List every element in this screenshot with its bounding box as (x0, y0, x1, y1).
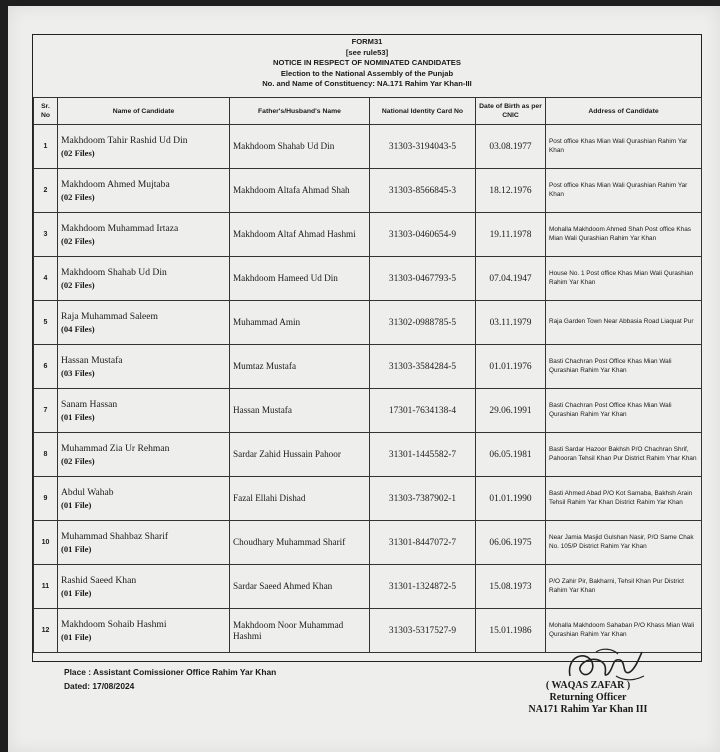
cell-dob: 15.01.1986 (476, 609, 546, 653)
cell-candidate-name (58, 301, 230, 345)
table-row (34, 257, 702, 301)
col-header-address: Address of Candidate (546, 98, 702, 125)
form-rule: [see rule53] (345, 47, 389, 57)
cell-dob: 06.06.1975 (476, 521, 546, 565)
cell-dob: 01.01.1976 (476, 345, 546, 389)
candidate-name: Abdul Wahab (61, 486, 114, 498)
cell-father-name: Choudhary Muhammad Sharif (230, 521, 370, 565)
place-text: Place : Assistant Comissioner Office Rahim Yar Khan (64, 667, 277, 677)
cell-sr: 7 (34, 389, 58, 433)
col-header-cnic: National Identity Card No (370, 98, 476, 125)
table-header-row (34, 98, 702, 125)
table-row (34, 433, 702, 477)
cell-father-name: Makhdoom Hameed Ud Din (230, 257, 370, 301)
candidate-name: Sanam Hassan (61, 398, 118, 410)
col-header-dob: Date of Birth as per CNIC (476, 98, 546, 125)
cell-address: Mohalla Makhdoom Sahaban P/O Khass Mian Wali Qurashian Rahim Yar Khan (546, 609, 702, 653)
file-count: (03 Files) (61, 367, 95, 378)
file-count: (01 File) (61, 499, 92, 510)
cell-sr: 9 (34, 477, 58, 521)
officer-constituency: NA171 Rahim Yar Khan III (528, 704, 648, 715)
cell-sr: 6 (34, 345, 58, 389)
document-page (8, 6, 720, 752)
table-row (34, 389, 702, 433)
candidate-name: Makhdoom Muhammad Irtaza (61, 222, 179, 234)
cell-cnic: 31302-0988785-5 (370, 301, 476, 345)
dated-text: Dated: 17/08/2024 (64, 681, 135, 691)
cell-cnic: 31303-0467793-5 (370, 257, 476, 301)
footer-info (64, 665, 276, 693)
cell-dob: 07.04.1947 (476, 257, 546, 301)
returning-officer-block (513, 680, 663, 716)
table-row (34, 213, 702, 257)
cell-sr: 10 (34, 521, 58, 565)
table-row (34, 521, 702, 565)
officer-name: ( WAQAS ZAFAR ) (545, 680, 631, 691)
election-name: Election to the National Assembly of the Punjab (280, 68, 454, 78)
col-header-father: Father's/Husband's Name (230, 98, 370, 125)
cell-father-name: Sardar Zahid Hussain Pahoor (230, 433, 370, 477)
cell-dob: 03.08.1977 (476, 125, 546, 169)
cell-cnic: 31303-8566845-3 (370, 169, 476, 213)
cell-candidate-name (58, 389, 230, 433)
candidate-name: Makhdoom Shahab Ud Din (61, 266, 167, 278)
cell-address: Basti Chachran Post Office Khas Mian Wali Qurashian Rahim Yar Khan (546, 345, 702, 389)
cell-candidate-name (58, 565, 230, 609)
form-title: NOTICE IN RESPECT OF NOMINATED CANDIDATES (273, 58, 461, 67)
cell-candidate-name (58, 125, 230, 169)
cell-father-name: Makhdoom Noor Muhammad Hashmi (230, 609, 370, 653)
cell-address: Post office Khas Mian Wali Qurashian Rahim Yar Khan (546, 169, 702, 213)
cell-address: Near Jamia Masjid Gulshan Nasir, P/O Same Chak No. 105/P District Rahim Yar Khan (546, 521, 702, 565)
cell-cnic: 17301-7634138-4 (370, 389, 476, 433)
col-header-sr: Sr. No (34, 98, 58, 125)
file-count: (01 File) (61, 543, 92, 554)
cell-cnic: 31303-3584284-5 (370, 345, 476, 389)
candidates-table (33, 97, 702, 653)
candidate-name: Muhammad Shahbaz Sharif (61, 530, 169, 542)
cell-dob: 06.05.1981 (476, 433, 546, 477)
cell-address: House No. 1 Post office Khas Mian Wali Qurashian Rahim Yar Khan (546, 257, 702, 301)
cell-candidate-name (58, 521, 230, 565)
cell-cnic: 31303-7387902-1 (370, 477, 476, 521)
file-count: (02 Files) (61, 147, 95, 158)
table-row (34, 125, 702, 169)
table-row (34, 565, 702, 609)
table-row (34, 477, 702, 521)
file-count: (02 Files) (61, 191, 95, 202)
cell-candidate-name (58, 433, 230, 477)
candidate-name: Makhdoom Ahmed Mujtaba (61, 178, 170, 190)
file-count: (02 Files) (61, 279, 95, 290)
cell-candidate-name (58, 169, 230, 213)
candidate-name: Hassan Mustafa (61, 354, 123, 366)
cell-address: Raja Garden Town Near Abbasia Road Liaquat Pur (546, 301, 702, 345)
cell-sr: 5 (34, 301, 58, 345)
form-number: FORM31 (351, 37, 383, 46)
file-count: (01 Files) (61, 411, 95, 422)
cell-address: Mohalla Makhdoom Ahmed Shah Post office Khas Mian Wali Qurashian Rahim Yar Khan (546, 213, 702, 257)
cell-dob: 01.01.1990 (476, 477, 546, 521)
candidate-name: Rashid Saeed Khan (61, 574, 137, 586)
cell-cnic: 31301-1445582-7 (370, 433, 476, 477)
cell-cnic: 31301-1324872-5 (370, 565, 476, 609)
cell-dob: 18.12.1976 (476, 169, 546, 213)
table-row (34, 301, 702, 345)
candidate-name: Muhammad Zia Ur Rehman (61, 442, 170, 454)
cell-candidate-name (58, 213, 230, 257)
cell-candidate-name (58, 609, 230, 653)
candidate-name: Raja Muhammad Saleem (61, 310, 158, 322)
cell-address: Post office Khas Mian Wali Qurashian Rahim Yar Khan (546, 125, 702, 169)
constituency-name: No. and Name of Constituency: NA.171 Rahim Yar Khan-III (262, 79, 472, 88)
cell-address: P/O Zahir Pir, Bakharni, Tehsil Khan Pur District Rahim Yar Khan (546, 565, 702, 609)
cell-sr: 3 (34, 213, 58, 257)
cell-sr: 11 (34, 565, 58, 609)
table-row (34, 169, 702, 213)
cell-cnic: 31303-3194043-5 (370, 125, 476, 169)
cell-father-name: Makhdoom Shahab Ud Din (230, 125, 370, 169)
file-count: (02 Files) (61, 235, 95, 246)
cell-candidate-name (58, 257, 230, 301)
cell-dob: 29.06.1991 (476, 389, 546, 433)
table-row (34, 345, 702, 389)
cell-candidate-name (58, 477, 230, 521)
cell-sr: 2 (34, 169, 58, 213)
cell-father-name: Sardar Saeed Ahmed Khan (230, 565, 370, 609)
cell-sr: 12 (34, 609, 58, 653)
cell-candidate-name (58, 345, 230, 389)
cell-dob: 19.11.1978 (476, 213, 546, 257)
cell-father-name: Makhdoom Altafa Ahmad Shah (230, 169, 370, 213)
officer-title: Returning Officer (549, 692, 627, 703)
cell-father-name: Hassan Mustafa (230, 389, 370, 433)
cell-father-name: Makhdoom Altaf Ahmad Hashmi (230, 213, 370, 257)
cell-sr: 8 (34, 433, 58, 477)
cell-address: Basti Ahmed Abad P/O Kot Samaba, Bakhsh Arain Tehsil Rahim Yar Khan District Rahim Yar Khan (546, 477, 702, 521)
form-header (33, 35, 701, 99)
col-header-name: Name of Candidate (58, 98, 230, 125)
candidate-name: Makhdoom Sohaib Hashmi (61, 618, 167, 630)
cell-cnic: 31301-8447072-7 (370, 521, 476, 565)
cell-father-name: Mumtaz Mustafa (230, 345, 370, 389)
cell-dob: 15.08.1973 (476, 565, 546, 609)
cell-address: Basti Sardar Hazoor Bakhsh P/O Chachran Shrif, Pahooran Tehsil Khan Pur District Rahim Yhar Khan (546, 433, 702, 477)
file-count: (01 File) (61, 587, 92, 598)
cell-sr: 4 (34, 257, 58, 301)
form-frame (32, 34, 702, 662)
cell-address: Basti Chachran Post Office Khas Mian Wali Qurashian Rahim Yar Khan (546, 389, 702, 433)
cell-father-name: Muhammad Amin (230, 301, 370, 345)
cell-father-name: Fazal Ellahi Dishad (230, 477, 370, 521)
file-count: (01 File) (61, 631, 92, 642)
cell-cnic: 31303-5317527-9 (370, 609, 476, 653)
cell-dob: 03.11.1979 (476, 301, 546, 345)
cell-sr: 1 (34, 125, 58, 169)
candidate-name: Makhdoom Tahir Rashid Ud Din (61, 134, 188, 146)
cell-cnic: 31303-0460654-9 (370, 213, 476, 257)
file-count: (04 Files) (61, 323, 95, 334)
file-count: (02 Files) (61, 455, 95, 466)
